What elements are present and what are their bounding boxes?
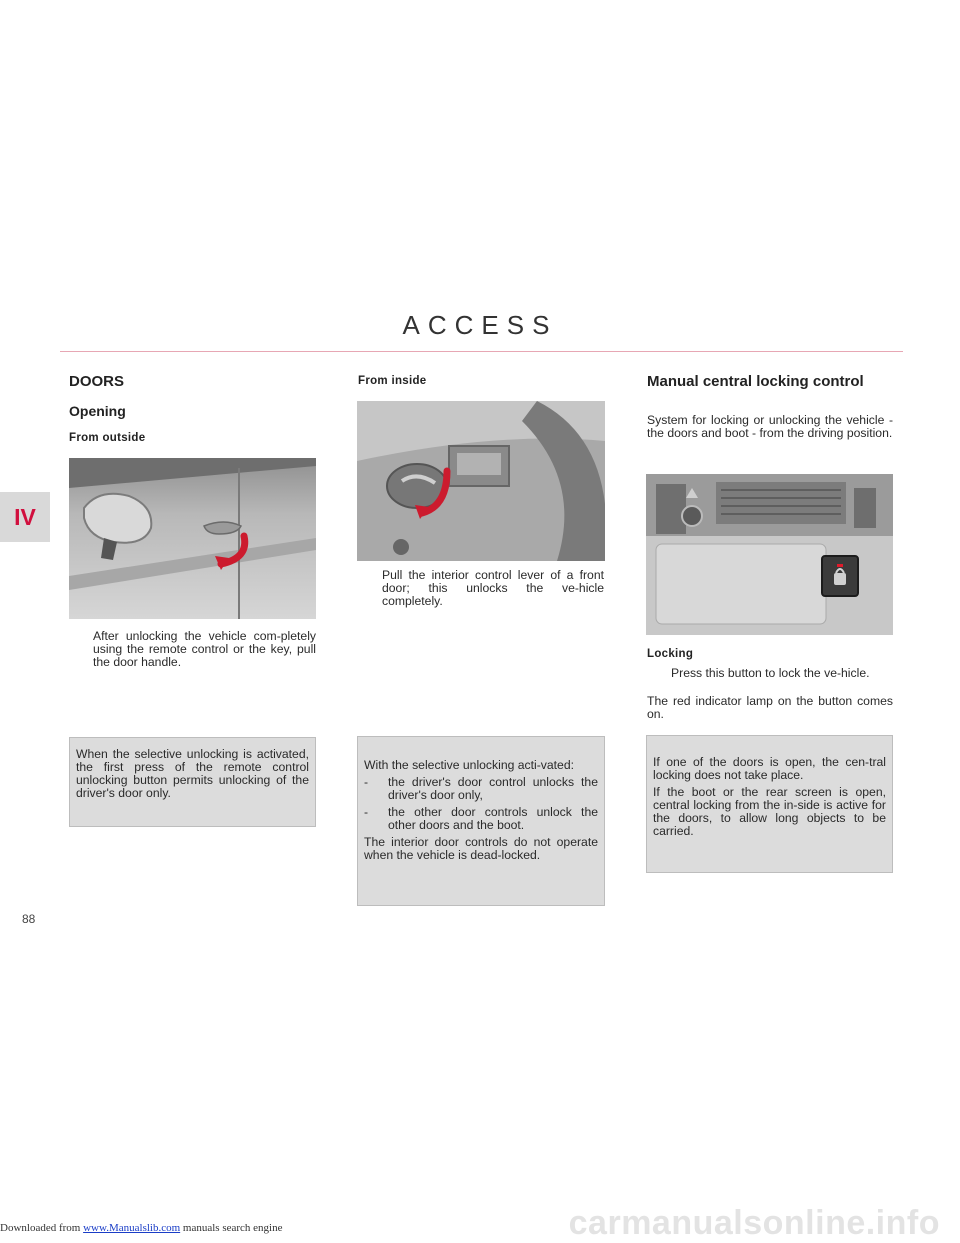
section-heading-doors: DOORS [69, 373, 125, 390]
info-box-selective-unlocking [69, 737, 316, 827]
door-lever-interior-image [357, 401, 605, 561]
bullet-text: Press this button to lock the ve-hicle. [671, 666, 870, 680]
minor-heading-locking: Locking [647, 648, 694, 660]
chapter-tab: IV [0, 492, 50, 542]
watermark: carmanualsonline.info [568, 1204, 940, 1242]
list-item: - the driver's door control unlocks the driver's door only, [364, 775, 598, 802]
minor-heading-from-inside: From inside [358, 375, 427, 387]
pointer-icon [69, 630, 93, 669]
indicator-lamp-text: The red indicator lamp on the button comes on. [647, 694, 893, 721]
bullet-interior-opening [358, 569, 604, 608]
bullet-text: After unlocking the vehicle com-pletely using the remote control or the key, pull the door handle. [93, 629, 316, 669]
info-text: When the selective unlocking is activated, the first press of the remote control unlocking button permits unlocking of the driver's door only. [76, 747, 309, 800]
pointer-icon [647, 667, 671, 680]
central-locking-button-image [646, 474, 893, 635]
pointer-icon [358, 569, 382, 608]
info-box-selective-interior [357, 736, 605, 906]
bullet-exterior-opening [69, 630, 316, 669]
central-locking-intro: System for locking or unlocking the vehicle - the doors and boot - from the driving position. [647, 413, 893, 440]
list-item: - the other door controls unlock the other doors and the boot. [364, 805, 598, 832]
bullet-text: Pull the interior control lever of a front door; this unlocks the ve-hicle completely. [382, 568, 604, 608]
door-handle-exterior-image [69, 458, 316, 619]
info-box-central-locking [646, 735, 893, 873]
info-outro: The interior door controls do not operate when the vehicle is dead-locked. [364, 835, 598, 862]
page-title: ACCESS [402, 310, 558, 340]
manualslib-link[interactable]: www.Manualslib.com [83, 1222, 181, 1234]
bullet-locking [647, 667, 893, 680]
info-text-1: If one of the doors is open, the cen-tral locking does not take place. [653, 755, 886, 782]
info-intro: With the selective unlocking acti-vated: [364, 758, 574, 772]
title-divider [60, 351, 903, 352]
download-footer: Downloaded from www.Manualslib.com manuals search engine [0, 1222, 283, 1234]
section-heading-central-locking: Manual central locking control [647, 373, 864, 390]
info-text-2: If the boot or the rear screen is open, central locking from the in-side is active for the doors, to allow long objects to be carried. [653, 785, 886, 838]
page-number: 88 [22, 912, 36, 926]
minor-heading-from-outside: From outside [69, 432, 146, 444]
sub-heading-opening: Opening [69, 403, 126, 419]
